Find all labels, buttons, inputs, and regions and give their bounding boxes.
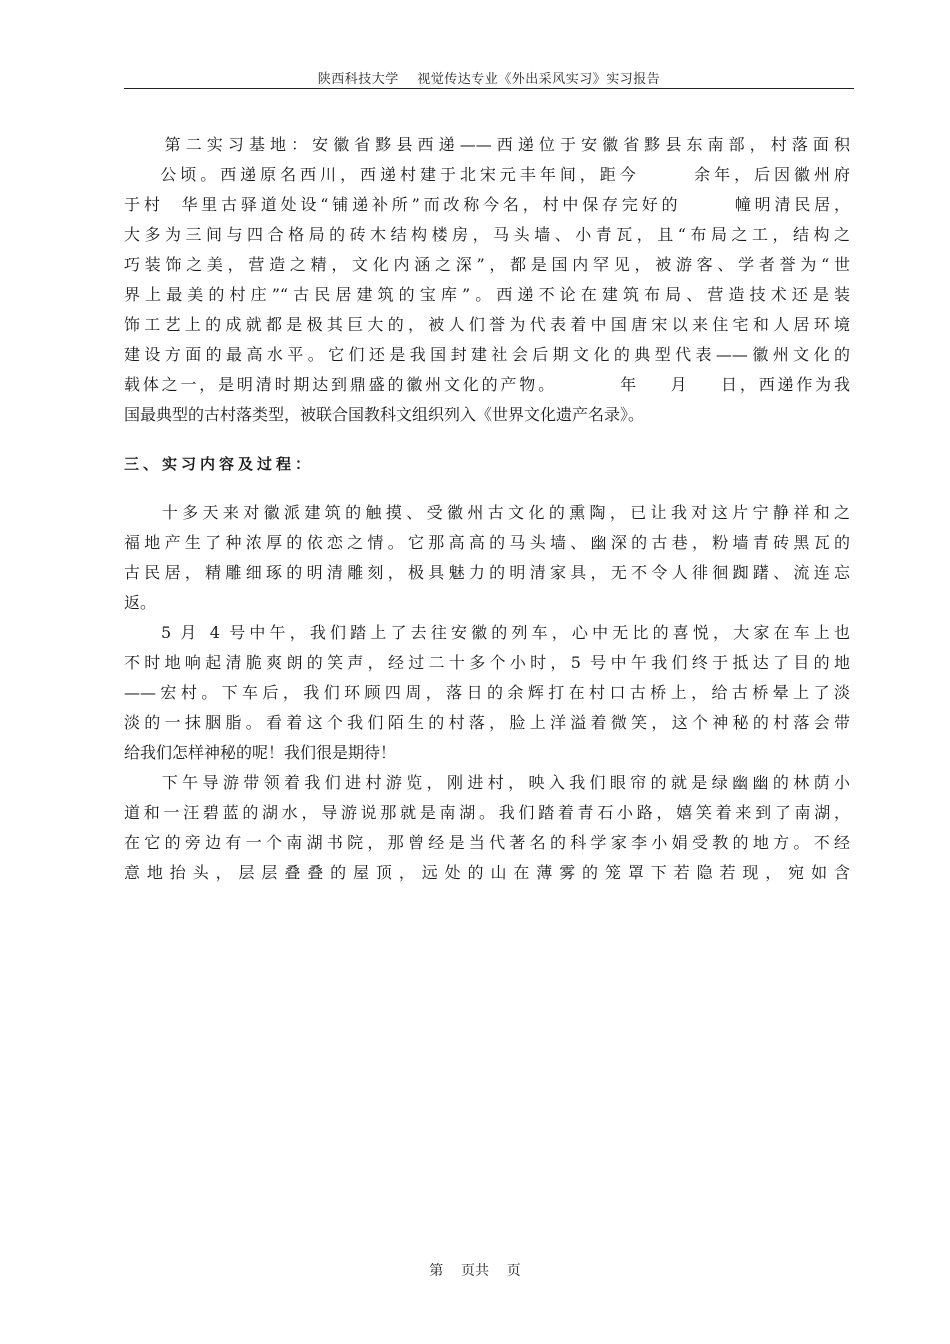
paragraph-line: 古民居，精雕细琢的明清雕刻，极具魅力的明清家具，无不令人徘徊踟躇、流连忘 [124, 563, 850, 582]
header-title: 陕西科技大学 视觉传达专业《外出采风实习》实习报告 [317, 72, 661, 87]
paragraph-line: 意地抬头，层层叠叠的屋顶，远处的山在薄雾的笼罩下若隐若现，宛如含 [124, 863, 850, 882]
paragraph-line: 界上最美的村庄”“古民居建筑的宝库”。西递不论在建筑布局、营造技术还是装 [124, 285, 850, 304]
paragraph-line: 下午导游带领着我们进村游览，刚进村，映入我们眼帘的就是绿幽幽的林荫小 [124, 773, 850, 792]
document-body [124, 130, 850, 888]
section3-paragraph-1 [124, 498, 850, 618]
page-footer: 第 页共 页 [429, 1263, 521, 1279]
paragraph-line: 给我们怎样神秘的呢！我们很是期待！ [124, 743, 397, 762]
section2-paragraph [124, 130, 850, 430]
page-header [124, 66, 854, 89]
paragraph-line: 福地产生了种浓厚的依恋之情。它那高高的马头墙、幽深的古巷，粉墙青砖黑瓦的 [124, 533, 850, 552]
paragraph-line: 第二实习基地：安徽省黟县西递——西递位于安徽省黟县东南部，村落面积 [124, 135, 850, 154]
paragraph-line: 载体之一，是明清时期达到鼎盛的徽州文化的产物。 年 月 日，西递作为我 [124, 375, 850, 394]
paragraph-line: 饰工艺上的成就都是极其巨大的，被人们誉为代表着中国唐宋以来住宅和人居环境 [124, 315, 850, 334]
paragraph-line: 公顷。西递原名西川，西递村建于北宋元丰年间，距今 余年，后因徽州府 [124, 165, 850, 184]
paragraph-line: 建设方面的最高水平。它们还是我国封建社会后期文化的典型代表——徽州文化的 [124, 345, 850, 364]
paragraph-line: 返。 [124, 593, 157, 612]
paragraph-line: ——宏村。下车后，我们环顾四周，落日的余辉打在村口古桥上，给古桥晕上了淡 [124, 683, 850, 702]
section3-heading: 三、实习内容及过程： [124, 455, 315, 473]
paragraph-line: 国最典型的古村落类型，被联合国教科文组织列入《世界文化遗产名录》。 [124, 405, 645, 424]
paragraph-line: 于村 华里古驿道处设“铺递补所”而改称今名，村中保存完好的 幢明清民居， [124, 195, 850, 214]
paragraph-line: 十多天来对徽派建筑的触摸、受徽州古文化的熏陶，已让我对这片宁静祥和之 [124, 503, 850, 522]
paragraph-line: 在它的旁边有一个南湖书院，那曾经是当代著名的科学家李小娟受教的地方。不经 [124, 833, 850, 852]
paragraph-line: 道和一汪碧蓝的湖水，导游说那就是南湖。我们踏着青石小路，嬉笑着来到了南湖， [124, 803, 850, 822]
paragraph-line: 不时地响起清脆爽朗的笑声，经过二十多个小时，5 号中午我们终于抵达了目的地 [124, 653, 850, 672]
section3-paragraph-3 [124, 768, 850, 888]
paragraph-line: 5 月 4 号中午，我们踏上了去往安徽的列车，心中无比的喜悦，大家在车上也 [124, 623, 850, 642]
paragraph-line: 大多为三间与四合格局的砖木结构楼房，马头墙、小青瓦，且“布局之工，结构之 [124, 225, 850, 244]
paragraph-line: 淡的一抹胭脂。看着这个我们陌生的村落，脸上洋溢着微笑，这个神秘的村落会带 [124, 713, 850, 732]
section3-paragraph-2 [124, 618, 850, 768]
paragraph-line: 巧装饰之美，营造之精，文化内涵之深”，都是国内罕见，被游客、学者誉为“世 [124, 255, 850, 274]
